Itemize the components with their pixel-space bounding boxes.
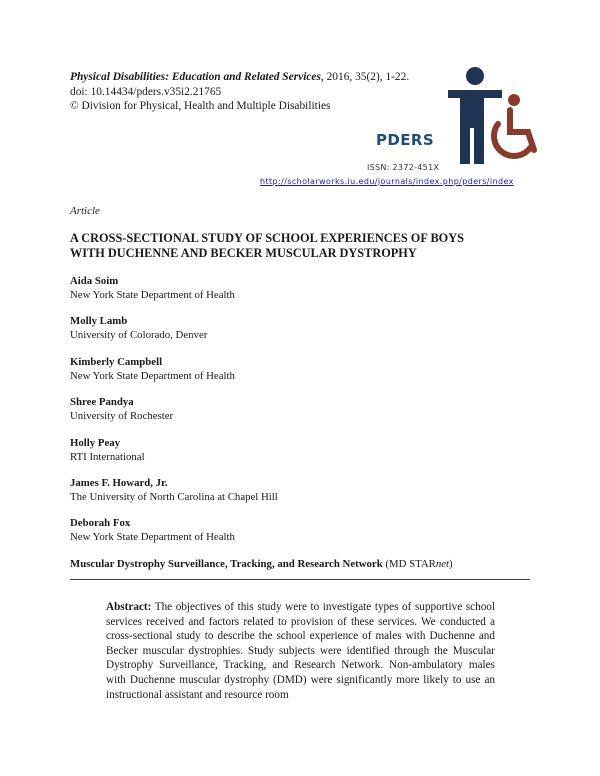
copyright: © Division for Physical, Health and Multiple Disabilities — [70, 100, 331, 112]
author-name: Kimberly Campbell — [70, 356, 163, 368]
divider — [70, 579, 530, 580]
author-affiliation: New York State Department of Health — [70, 530, 235, 543]
author-name: Molly Lamb — [70, 315, 128, 327]
citation-details: , 2016, 35(2), 1-22. — [320, 71, 410, 83]
author-affiliation: New York State Department of Health — [70, 369, 235, 382]
author-block — [70, 275, 235, 302]
author-affiliation: New York State Department of Health — [70, 288, 235, 301]
author-block — [70, 437, 145, 464]
abstract — [106, 600, 495, 702]
author-block — [70, 356, 235, 383]
network-line — [70, 558, 453, 570]
issn: ISSN: 2372-451X — [367, 163, 440, 172]
network-abbr-suffix: ) — [449, 558, 453, 570]
standing-figure-icon — [448, 67, 502, 164]
doi: doi: 10.14434/pders.v35i2.21765 — [70, 85, 222, 98]
title-line-2: WITH DUCHENNE AND BECKER MUSCULAR DYSTROPHY — [70, 246, 417, 260]
network-abbr-italic: net — [435, 558, 450, 570]
author-affiliation: RTI International — [70, 450, 145, 463]
author-block — [70, 517, 235, 544]
article-label: Article — [70, 205, 100, 217]
author-affiliation: University of Colorado, Denver — [70, 328, 208, 341]
pders-logo-text: PDERS — [376, 131, 435, 149]
network-name: Muscular Dystrophy Surveillance, Tracking, and Research Network — [70, 558, 383, 570]
author-block — [70, 315, 207, 342]
pders-logo-icon — [440, 64, 540, 170]
author-affiliation: University of Rochester — [70, 409, 174, 422]
network-abbr-prefix: (MD STAR — [382, 558, 436, 570]
author-block — [70, 396, 173, 423]
citation-line — [70, 70, 409, 85]
author-name: Aida Soim — [70, 275, 119, 287]
author-name: Shree Pandya — [70, 396, 134, 408]
wheelchair-figure-icon — [494, 94, 534, 156]
author-block — [70, 477, 278, 504]
abstract-label: Abstract: — [106, 601, 152, 613]
author-name: Holly Peay — [70, 437, 121, 449]
paper-title — [70, 231, 540, 261]
abstract-text: The objectives of this study were to investigate types of supportive school services received and factors related to provision of these services. We conducted a cross-sectional study to describe the school experience of males with Duchenne and Becker muscular dystrophies. Study subjects were identified through the Muscular Dystrophy Surveillance, Tracking, and Research Network. Non-ambulatory males with Duchenne muscular dystrophy (DMD) were significantly more likely to use an instructional assistant and resource room — [106, 601, 495, 701]
author-name: James F. Howard, Jr. — [70, 477, 168, 489]
journal-url-link[interactable]: http://scholarworks.iu.edu/journals/index.php/pders/index — [260, 177, 514, 186]
author-name: Deborah Fox — [70, 517, 131, 529]
journal-header — [70, 70, 409, 114]
author-affiliation: The University of North Carolina at Chapel Hill — [70, 490, 278, 503]
title-line-1: A CROSS-SECTIONAL STUDY OF SCHOOL EXPERIENCES OF BOYS — [70, 231, 464, 245]
journal-name: Physical Disabilities: Education and Related Services — [70, 71, 321, 83]
